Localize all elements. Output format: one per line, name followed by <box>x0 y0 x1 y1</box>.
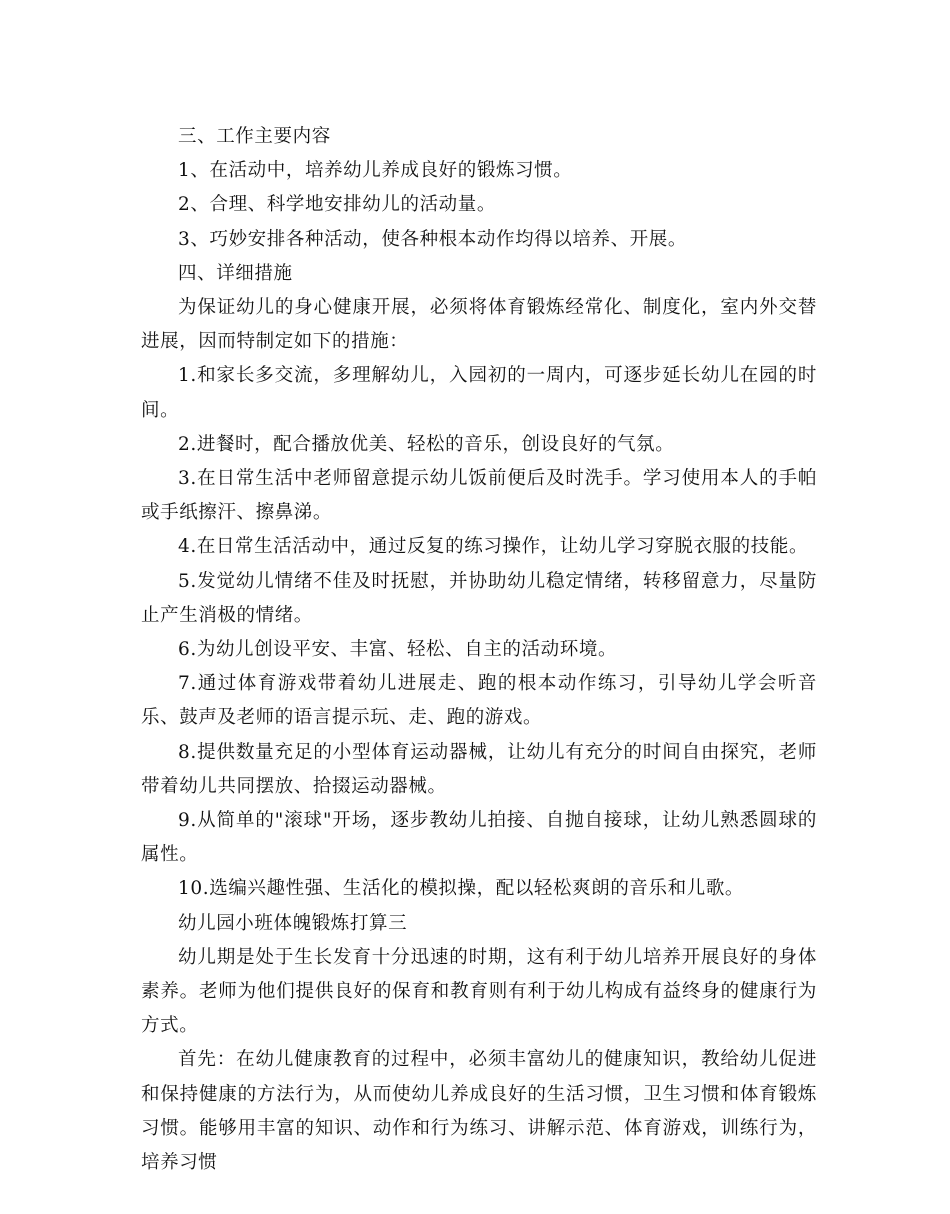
measure-item-1: 1.和家长多交流，多理解幼儿，入园初的一周内，可逐步延长幼儿在园的时间。 <box>141 365 817 421</box>
measures-intro-paragraph: 为保证幼儿的身心健康开展，必须将体育锻炼经常化、制度化，室内外交替进展，因而特制定如下的措施： <box>141 297 817 353</box>
measure-item-3: 3.在日常生活中老师留意提示幼儿饭前便后及时洗手。学习使用本人的手帕或手纸擦汗、擦鼻涕。 <box>141 468 817 524</box>
measure-item-8: 8.提供数量充足的小型体育运动器械，让幼儿有充分的时间自由探究，老师带着幼儿共同摆放、拾掇运动器械。 <box>141 741 817 797</box>
section-heading-measures: 四、详细措施 <box>178 262 293 284</box>
document-page <box>141 120 817 1180</box>
section-heading-work-content: 三、工作主要内容 <box>178 126 331 147</box>
measure-item-2: 2.进餐时，配合播放优美、轻松的音乐，创设良好的气氛。 <box>178 433 675 455</box>
work-content-item-2: 2、合理、科学地安排幼儿的活动量。 <box>178 194 496 216</box>
measure-item-7: 7.通过体育游戏带着幼儿进展走、跑的根本动作练习，引导幼儿学会听音乐、鼓声及老师的语言提示玩、走、跑的游戏。 <box>141 673 817 729</box>
measure-item-5: 5.发觉幼儿情绪不佳及时抚慰，并协助幼儿稳定情绪，转移留意力，尽量防止产生消极的情绪。 <box>141 570 817 626</box>
work-content-item-1: 1、在活动中，培养幼儿养成良好的锻炼习惯。 <box>178 160 573 182</box>
measure-item-9: 9.从简单的"滚球"开场，逐步教幼儿拍接、自抛自接球，让幼儿熟悉圆球的属性。 <box>141 810 817 866</box>
measure-item-10: 10.选编兴趣性强、生活化的模拟操，配以轻松爽朗的音乐和儿歌。 <box>178 878 745 900</box>
measure-item-6: 6.为幼儿创设平安、丰富、轻松、自主的活动环境。 <box>178 639 618 661</box>
plan-three-intro-paragraph: 幼儿期是处于生长发育十分迅速的时期，这有利于幼儿培养开展良好的身体素养。老师为他们提供良好的保育和教育则有利于幼儿构成有益终身的健康行为方式。 <box>141 946 817 1037</box>
plan-three-first-paragraph: 首先：在幼儿健康教育的过程中，必须丰富幼儿的健康知识，教给幼儿促进和保持健康的方法行为，从而使幼儿养成良好的生活习惯，卫生习惯和体育锻炼习惯。能够用丰富的知识、动作和行为练习、讲解示范、体育游戏，训练行为，培养习惯 <box>141 1049 817 1174</box>
plan-three-title: 幼儿园小班体魄锻炼打算三 <box>178 912 408 934</box>
measure-item-4: 4.在日常生活活动中，通过反复的练习操作，让幼儿学习穿脱衣服的技能。 <box>178 536 809 558</box>
work-content-item-3: 3、巧妙安排各种活动，使各种根本动作均得以培养、开展。 <box>178 228 687 250</box>
